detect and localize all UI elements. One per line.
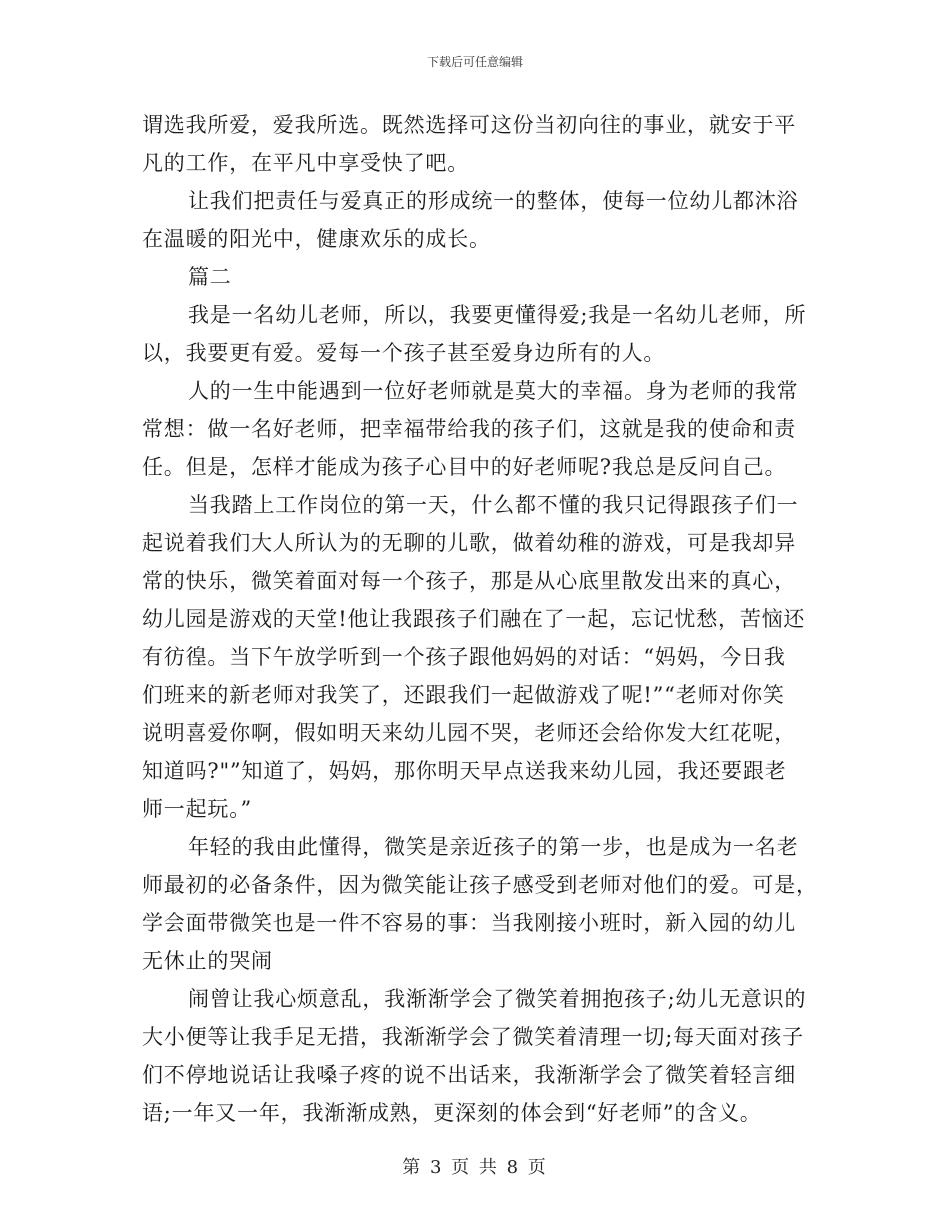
text-line: 有彷徨。当下午放学听到一个孩子跟他妈妈的对话：“妈妈，今日我 xyxy=(142,645,786,669)
text-line: 闹曾让我心烦意乱，我渐渐学会了微笑着拥抱孩子;幼儿无意识的 xyxy=(188,987,807,1011)
text-line: 学会面带微笑也是一件不容易的事：当我刚接小班时，新入园的幼儿 xyxy=(142,911,796,935)
text-line: 语;一年又一年，我渐渐成熟，更深刻的体会到“好老师”的含义。 xyxy=(142,1101,762,1125)
text-line: 起说着我们大人所认为的无聊的儿歌，做着幼稚的游戏，可是我却异 xyxy=(142,531,796,555)
text-line: 师一起玩。” xyxy=(142,797,253,821)
text-line: 常的快乐，微笑着面对每一个孩子，那是从心底里散发出来的真心， xyxy=(142,569,796,593)
text-line: 师最初的必备条件，因为微笑能让孩子感受到老师对他们的爱。可是， xyxy=(142,873,818,897)
text-line: 常想：做一名好老师，把幸福带给我的孩子们，这就是我的使命和责 xyxy=(142,417,796,441)
text-line: 在温暖的阳光中，健康欢乐的成长。 xyxy=(142,227,491,251)
text-line: 们不停地说话让我嗓子疼的说不出话来，我渐渐学会了微笑着轻言细 xyxy=(142,1063,796,1087)
text-line: 们班来的新老师对我笑了，还跟我们一起做游戏了呢!”“老师对你笑 xyxy=(142,683,785,707)
text-line: 说明喜爱你啊，假如明天来幼儿园不哭，老师还会给你发大红花呢， xyxy=(142,721,796,745)
text-line: 无休止的哭闹 xyxy=(142,949,273,973)
text-line: 以，我要更有爱。爱每一个孩子甚至爱身边所有的人。 xyxy=(142,341,666,365)
text-line: 任。但是，怎样才能成为孩子心目中的好老师呢?我总是反问自己。 xyxy=(142,455,787,479)
text-line: 幼儿园是游戏的天堂!他让我跟孩子们融在了一起，忘记忧愁，苦恼还 xyxy=(142,607,806,631)
text-line: 谓选我所爱，爱我所选。既然选择可这份当初向往的事业，就安于平 xyxy=(142,113,796,137)
text-line: 年轻的我由此懂得，微笑是亲近孩子的第一步，也是成为一名老 xyxy=(188,835,799,859)
text-line: 知道吗?"”知道了，妈妈，那你明天早点送我来幼儿园，我还要跟老 xyxy=(142,759,787,783)
document-body xyxy=(142,106,818,1132)
text-line: 大小便等让我手足无措，我渐渐学会了微笑着清理一切;每天面对孩子 xyxy=(142,1025,804,1049)
text-line: 我是一名幼儿老师，所以，我要更懂得爱;我是一名幼儿老师，所 xyxy=(188,303,807,327)
text-line: 篇二 xyxy=(188,265,232,289)
text-line: 当我踏上工作岗位的第一天，什么都不懂的我只记得跟孩子们一 xyxy=(188,493,799,517)
page-number-footer: 第 3 页 共 8 页 xyxy=(402,1157,548,1178)
text-line: 人的一生中能遇到一位好老师就是莫大的幸福。身为老师的我常 xyxy=(188,379,799,403)
page-header-note: 下载后可任意编辑 xyxy=(426,55,523,69)
text-line: 凡的工作，在平凡中享受快了吧。 xyxy=(142,151,469,175)
text-line: 让我们把责任与爱真正的形成统一的整体，使每一位幼儿都沐浴 xyxy=(188,189,799,213)
